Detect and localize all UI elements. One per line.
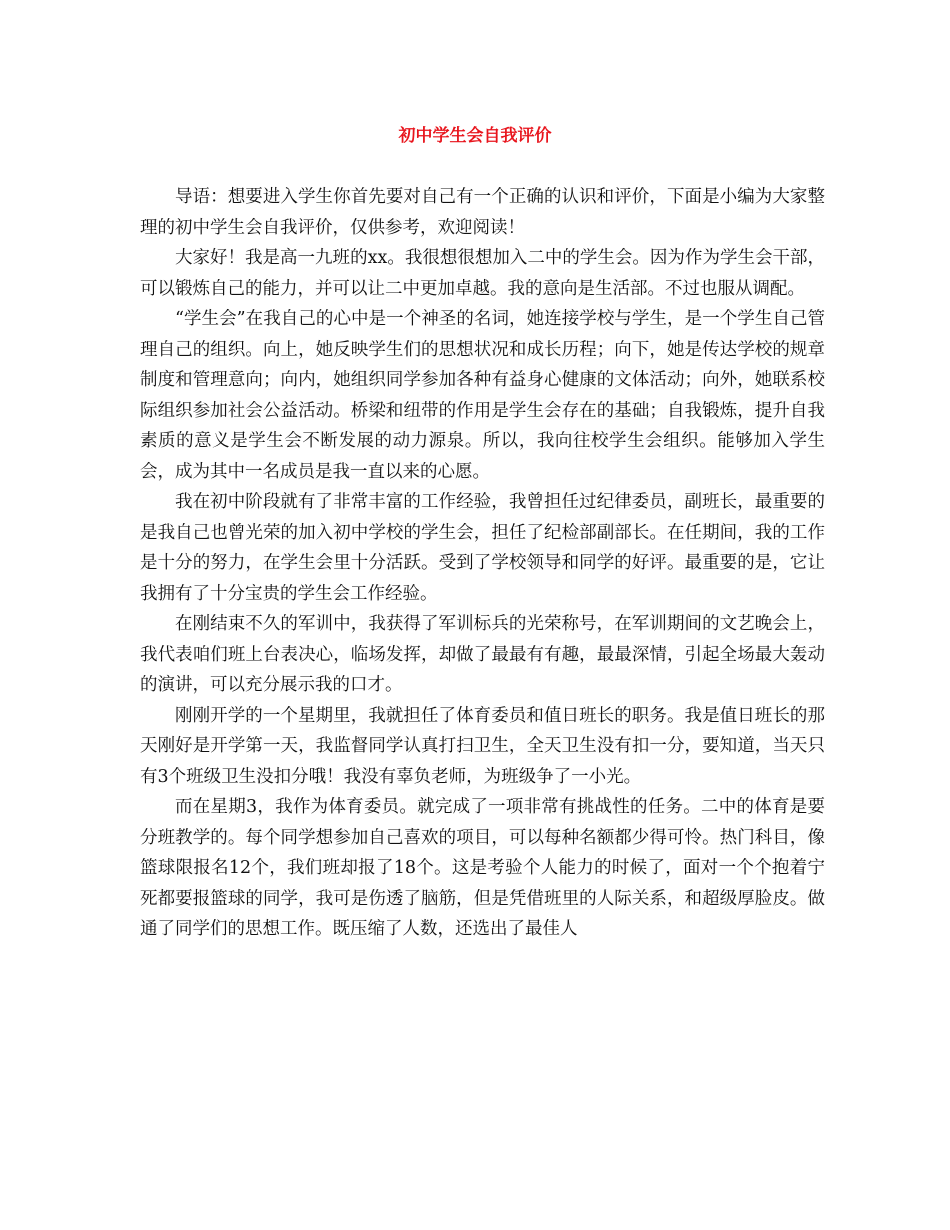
document-body bbox=[140, 182, 825, 945]
paragraph-student-union: “学生会”在我自己的心中是一个神圣的名词，她连接学校与学生，是一个学生自己管理自己的组织。向上，她反映学生们的思想状况和成长历程；向下，她是传达学校的规章制度和管理意向；向内，她组织同学参加各种有益身心健康的文体活动；向外，她联系校际组织参加社会公益活动。桥梁和纽带的作用是学生会存在的基础；自我锻炼，提升自我素质的意义是学生会不断发展的动力源泉。所以，我向往校学生会组织。能够加入学生会，成为其中一名成员是我一直以来的心愿。 bbox=[140, 309, 825, 482]
paragraph-military-training: 在刚结束不久的军训中，我获得了军训标兵的光荣称号，在军训期间的文艺晚会上，我代表咱们班上台表决心，临场发挥，却做了最最有有趣，最最深情，引起全场最大轰动的演讲，可以充分展示我的口才。 bbox=[140, 614, 825, 695]
paragraph-experience: 我在初中阶段就有了非常丰富的工作经验，我曾担任过纪律委员，副班长，最重要的是我自己也曾光荣的加入初中学校的学生会，担任了纪检部副部长。在任期间，我的工作是十分的努力，在学生会里十分活跃。受到了学校领导和同学的好评。最重要的是，它让我拥有了十分宝贵的学生会工作经验。 bbox=[140, 492, 825, 604]
paragraph-duty-monitor: 刚刚开学的一个星期里，我就担任了体育委员和值日班长的职务。我是值日班长的那天刚好是开学第一天，我监督同学认真打扫卫生，全天卫生没有扣一分，要知道，当天只有3个班级卫生没扣分哦！我没有辜负老师，为班级争了一小光。 bbox=[140, 705, 825, 787]
paragraph-intro: 导语：想要进入学生你首先要对自己有一个正确的认识和评价，下面是小编为大家整理的初中学生会自我评价，仅供参考，欢迎阅读！ bbox=[140, 187, 825, 238]
paragraph-sports-committee: 而在星期3，我作为体育委员。就完成了一项非常有挑战性的任务。二中的体育是要分班教学的。每个同学想参加自己喜欢的项目，可以每种名额都少得可怜。热门科目，像篮球限报名12个，我们班却报了18个。这是考验个人能力的时候了，面对一个个抱着宁死都要报篮球的同学，我可是伤透了脑筋，但是凭借班里的人际关系，和超级厚脸皮。做通了同学们的思想工作。既压缩了人数，还选出了最佳人 bbox=[140, 797, 825, 939]
document-title: 初中学生会自我评价 bbox=[398, 126, 552, 146]
paragraph-greeting: 大家好！我是高一九班的xx。我很想很想加入二中的学生会。因为作为学生会干部，可以锻炼自己的能力，并可以让二中更加卓越。我的意向是生活部。不过也服从调配。 bbox=[140, 248, 825, 299]
